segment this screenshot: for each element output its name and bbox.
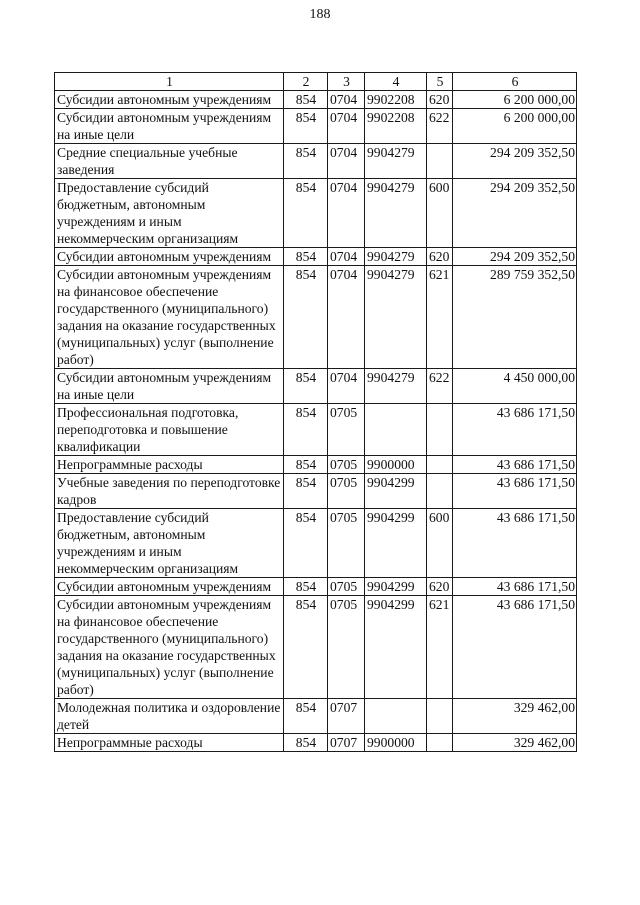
table-row — [55, 91, 577, 109]
cell-grbs: 854 — [284, 404, 328, 456]
header-row — [55, 73, 577, 91]
cell-grbs: 854 — [284, 144, 328, 179]
table-row — [55, 734, 577, 752]
cell-sum: 294 209 352,50 — [453, 144, 577, 179]
table-row — [55, 109, 577, 144]
cell-type: 600 — [427, 179, 453, 248]
cell-type — [427, 699, 453, 734]
cell-grbs: 854 — [284, 109, 328, 144]
cell-sum: 43 686 171,50 — [453, 509, 577, 578]
cell-sum: 294 209 352,50 — [453, 248, 577, 266]
cell-name: Непрограммные расходы — [55, 734, 284, 752]
cell-sum: 43 686 171,50 — [453, 578, 577, 596]
cell-sum: 43 686 171,50 — [453, 596, 577, 699]
cell-name: Предоставление субсидий бюджетным, автономным учреждениям и иным некоммерческим организациям — [55, 509, 284, 578]
cell-name: Непрограммные расходы — [55, 456, 284, 474]
cell-article: 9904279 — [365, 179, 427, 248]
cell-article — [365, 404, 427, 456]
cell-name: Учебные заведения по переподготовке кадров — [55, 474, 284, 509]
cell-section: 0707 — [328, 734, 365, 752]
cell-grbs: 854 — [284, 179, 328, 248]
cell-type: 620 — [427, 248, 453, 266]
cell-grbs: 854 — [284, 369, 328, 404]
cell-article: 9904299 — [365, 578, 427, 596]
table-row — [55, 266, 577, 369]
cell-sum: 43 686 171,50 — [453, 474, 577, 509]
cell-name: Субсидии автономным учреждениям на иные цели — [55, 369, 284, 404]
table-row — [55, 404, 577, 456]
cell-section: 0705 — [328, 578, 365, 596]
cell-article: 9900000 — [365, 734, 427, 752]
cell-grbs: 854 — [284, 474, 328, 509]
cell-sum: 6 200 000,00 — [453, 109, 577, 144]
cell-grbs: 854 — [284, 596, 328, 699]
table-row — [55, 179, 577, 248]
cell-article: 9904299 — [365, 509, 427, 578]
cell-type: 621 — [427, 266, 453, 369]
cell-section: 0705 — [328, 596, 365, 699]
cell-sum: 43 686 171,50 — [453, 404, 577, 456]
cell-type — [427, 144, 453, 179]
table-row — [55, 369, 577, 404]
page-number: 188 — [309, 7, 331, 22]
table-row — [55, 248, 577, 266]
cell-sum: 329 462,00 — [453, 699, 577, 734]
cell-type — [427, 474, 453, 509]
header-cell-4: 4 — [365, 73, 427, 91]
cell-type — [427, 734, 453, 752]
cell-section: 0704 — [328, 109, 365, 144]
cell-section: 0704 — [328, 91, 365, 109]
cell-grbs: 854 — [284, 509, 328, 578]
table-row — [55, 144, 577, 179]
cell-type: 600 — [427, 509, 453, 578]
cell-name: Молодежная политика и оздоровление детей — [55, 699, 284, 734]
cell-grbs: 854 — [284, 578, 328, 596]
cell-sum: 329 462,00 — [453, 734, 577, 752]
cell-section: 0707 — [328, 699, 365, 734]
cell-name: Предоставление субсидий бюджетным, автономным учреждениям и иным некоммерческим организациям — [55, 179, 284, 248]
header-cell-5: 5 — [427, 73, 453, 91]
table-row — [55, 596, 577, 699]
cell-section: 0704 — [328, 144, 365, 179]
cell-sum: 294 209 352,50 — [453, 179, 577, 248]
cell-section: 0705 — [328, 456, 365, 474]
cell-type — [427, 456, 453, 474]
cell-type: 622 — [427, 109, 453, 144]
cell-section: 0704 — [328, 179, 365, 248]
cell-grbs: 854 — [284, 456, 328, 474]
cell-name: Субсидии автономным учреждениям на иные цели — [55, 109, 284, 144]
budget-table — [54, 72, 577, 752]
cell-name: Субсидии автономным учреждениям — [55, 91, 284, 109]
cell-type: 620 — [427, 578, 453, 596]
cell-section: 0704 — [328, 369, 365, 404]
cell-grbs: 854 — [284, 248, 328, 266]
cell-article: 9904279 — [365, 369, 427, 404]
cell-name: Профессиональная подготовка, переподготовка и повышение квалификации — [55, 404, 284, 456]
cell-sum: 289 759 352,50 — [453, 266, 577, 369]
table-row — [55, 509, 577, 578]
table-row — [55, 456, 577, 474]
header-cell-3: 3 — [328, 73, 365, 91]
cell-grbs: 854 — [284, 266, 328, 369]
cell-article: 9904299 — [365, 596, 427, 699]
cell-name: Средние специальные учебные заведения — [55, 144, 284, 179]
cell-type: 621 — [427, 596, 453, 699]
cell-sum: 43 686 171,50 — [453, 456, 577, 474]
cell-article: 9904299 — [365, 474, 427, 509]
table-row — [55, 699, 577, 734]
cell-section: 0705 — [328, 404, 365, 456]
cell-type: 620 — [427, 91, 453, 109]
cell-section: 0704 — [328, 248, 365, 266]
table-row — [55, 474, 577, 509]
cell-name: Субсидии автономным учреждениям — [55, 578, 284, 596]
cell-name: Субсидии автономным учреждениям на финансовое обеспечение государственного (муниципального) задания на оказание государственных (муниципальных) услуг (выполнение работ) — [55, 596, 284, 699]
cell-section: 0705 — [328, 474, 365, 509]
header-cell-1: 1 — [55, 73, 284, 91]
cell-grbs: 854 — [284, 734, 328, 752]
cell-article: 9904279 — [365, 144, 427, 179]
table-row — [55, 578, 577, 596]
table-body — [55, 91, 577, 752]
cell-type — [427, 404, 453, 456]
cell-sum: 6 200 000,00 — [453, 91, 577, 109]
header-cell-6: 6 — [453, 73, 577, 91]
cell-grbs: 854 — [284, 91, 328, 109]
cell-grbs: 854 — [284, 699, 328, 734]
cell-article — [365, 699, 427, 734]
header-cell-2: 2 — [284, 73, 328, 91]
cell-article: 9904279 — [365, 266, 427, 369]
cell-name: Субсидии автономным учреждениям на финансовое обеспечение государственного (муниципального) задания на оказание государственных (муниципальных) услуг (выполнение работ) — [55, 266, 284, 369]
cell-sum: 4 450 000,00 — [453, 369, 577, 404]
cell-section: 0704 — [328, 266, 365, 369]
cell-article: 9904279 — [365, 248, 427, 266]
cell-article: 9902208 — [365, 91, 427, 109]
cell-name: Субсидии автономным учреждениям — [55, 248, 284, 266]
cell-section: 0705 — [328, 509, 365, 578]
cell-article: 9902208 — [365, 109, 427, 144]
cell-type: 622 — [427, 369, 453, 404]
cell-article: 9900000 — [365, 456, 427, 474]
